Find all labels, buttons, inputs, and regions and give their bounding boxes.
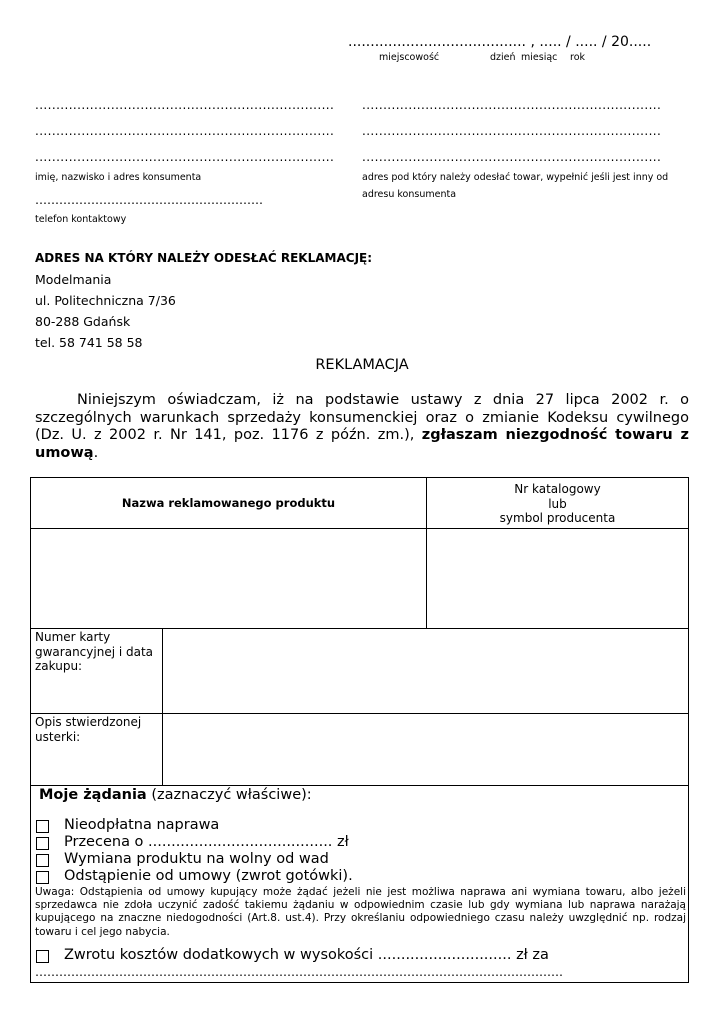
company-name: Modelmania (35, 272, 112, 287)
catalog-number-header (427, 482, 688, 526)
warranty-label-line-1: Numer karty (35, 630, 111, 644)
demands-heading-bold: Moje żądania (39, 787, 147, 803)
option-withdrawal: Odstąpienie od umowy (zwrot gotówki). (64, 868, 353, 884)
place-date-line[interactable]: ........................................ , ..... / ..... / 20..... (348, 34, 652, 50)
checkbox-extra-costs[interactable] (36, 950, 49, 963)
catalog-header-line-2: lub (548, 496, 567, 511)
complaint-form-table (30, 477, 689, 983)
document-title: REKLAMACJA (315, 357, 409, 373)
product-name-header: Nazwa reklamowanego produktu (121, 496, 336, 510)
defect-label (35, 715, 141, 744)
complaint-address-heading: ADRES NA KTÓRY NALEŻY ODESŁAĆ REKLAMACJĘ: (35, 251, 373, 265)
warranty-label-line-2: gwarancyjnej i data (35, 644, 154, 659)
shipping-label-2: adresu konsumenta (362, 189, 457, 200)
company-phone: tel. 58 741 58 58 (35, 335, 143, 350)
defect-label-line-2: usterki: (35, 729, 81, 744)
shipping-line-1[interactable]: ....................................................................... (362, 98, 662, 112)
defect-description-field[interactable] (163, 714, 688, 785)
statement-end: . (93, 444, 99, 461)
year-label: rok (570, 52, 586, 63)
checkbox-replacement[interactable] (36, 854, 49, 867)
warranty-label (35, 630, 153, 674)
place-label: miejscowość (379, 52, 440, 63)
defect-label-line-1: Opis stwierdzonej (35, 715, 142, 729)
warranty-field[interactable] (163, 629, 688, 713)
phone-line[interactable]: ………………………………………………… (35, 193, 263, 207)
checkbox-withdrawal[interactable] (36, 871, 49, 884)
option-extra-costs: Zwrotu kosztów dodatkowych w wysokości ............................. zł za (64, 947, 549, 963)
demands-heading (39, 787, 312, 803)
checkbox-free-repair[interactable] (36, 820, 49, 833)
shipping-line-3[interactable]: ....................................................................... (362, 150, 662, 164)
extra-costs-line[interactable]: …………………………………………………………………………………………………………………… (35, 965, 563, 979)
phone-label: telefon kontaktowy (35, 214, 127, 225)
demands-heading-note: (zaznaczyć właściwe): (151, 787, 312, 803)
consumer-line-3[interactable]: ....................................................................... (35, 150, 335, 164)
option-discount: Przecena o ........................................ zł (64, 834, 349, 850)
statement-bold: zgłaszam niezgodność towaru z umową (35, 427, 689, 461)
month-label: miesiąc (521, 52, 558, 63)
option-replacement: Wymiana produktu na wolny od wad (64, 851, 329, 867)
day-label: dzień (490, 52, 516, 63)
warranty-label-line-3: zakupu: (35, 659, 83, 673)
option-free-repair: Nieodpłatna naprawa (64, 817, 220, 833)
consumer-line-1[interactable]: ....................................................................... (35, 98, 335, 112)
catalog-header-line-3: symbol producenta (499, 511, 616, 525)
company-city: 80-288 Gdańsk (35, 314, 131, 329)
withdrawal-note: Uwaga: Odstąpienia od umowy kupujący może żądać jeżeli nie jest możliwa naprawa ani wymiana towaru, albo jeżeli sprzedawca nie zdoła uczynić zadość takiemu żądaniu w odpowiednim czasie lub gdy wymiana lub naprawa narażają kupującego na znaczne niedogodności (Art.8. ust.4). Przy określaniu odpowiedniego czasu należy uwzględnić np. rodzaj towaru i cel jego nabycia. (35, 886, 686, 938)
consumer-line-2[interactable]: ....................................................................... (35, 124, 335, 138)
catalog-number-field[interactable] (427, 529, 688, 628)
shipping-label-1: adres pod który należy odesłać towar, wypełnić jeśli jest inny od (362, 172, 669, 183)
company-street: ul. Politechniczna 7/36 (35, 293, 176, 308)
product-name-field[interactable] (31, 529, 426, 628)
catalog-header-line-1: Nr katalogowy (514, 482, 601, 496)
statement-paragraph (35, 392, 689, 462)
checkbox-discount[interactable] (36, 837, 49, 850)
statement-text: Niniejszym oświadczam, iż na podstawie ustawy z dnia 27 lipca 2002 r. o szczególnych warunkach sprzedaży konsumenckiej oraz o zmianie Kodeksu cywilnego (Dz. U. z 2002 r. Nr 141, poz. 1176 z późn. zm.), (35, 392, 689, 443)
shipping-line-2[interactable]: ....................................................................... (362, 124, 662, 138)
consumer-label: imię, nazwisko i adres konsumenta (35, 172, 202, 183)
